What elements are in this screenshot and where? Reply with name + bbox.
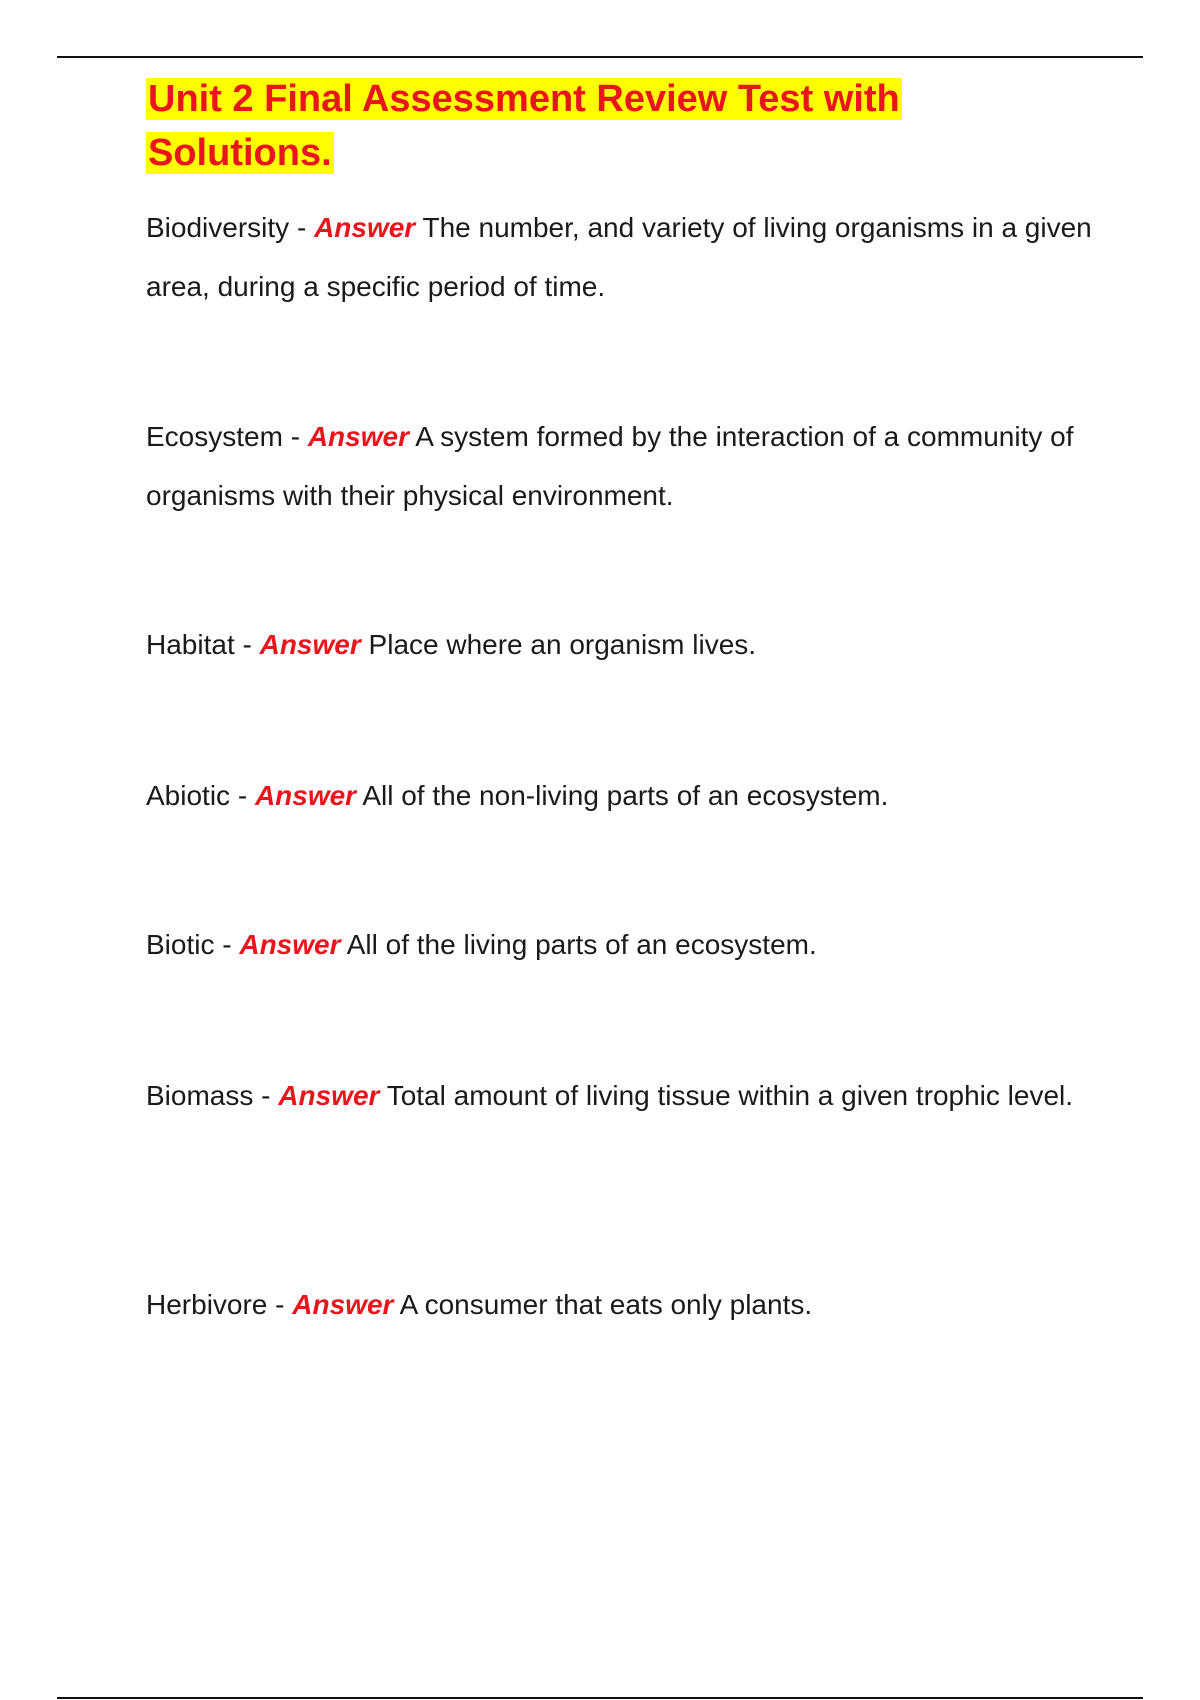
- document-title: [146, 72, 926, 180]
- answer-label: Answer: [278, 1080, 380, 1111]
- answer-label: Answer: [314, 212, 416, 243]
- entry-biotic: Biotic - Answer All of the living parts of an ecosystem.: [146, 929, 817, 960]
- entry-term: Biodiversity: [146, 212, 290, 243]
- answer-label: Answer: [292, 1289, 394, 1320]
- entry-term: Herbivore: [146, 1289, 268, 1320]
- entry-definition: All of the living parts of an ecosystem.: [340, 929, 817, 960]
- entry-definition: All of the non-living parts of an ecosystem.: [356, 780, 889, 811]
- entry-biodiversity: Biodiversity - Answer The number, and variety of living organisms in a given area, during a specific period of time.: [146, 212, 1092, 302]
- entry-term: Abiotic: [146, 780, 231, 811]
- entry-herbivore: Herbivore - Answer A consumer that eats only plants.: [146, 1289, 813, 1320]
- entry-definition: A consumer that eats only plants.: [393, 1289, 813, 1320]
- answer-label: Answer: [259, 629, 361, 660]
- answer-label: Answer: [254, 780, 357, 811]
- entry-term: Habitat: [146, 629, 235, 660]
- bottom-rule: [57, 1697, 1143, 1699]
- document-body: [146, 72, 1106, 1320]
- top-rule: [57, 56, 1143, 58]
- entry-biomass: Biomass - Answer Total amount of living tissue within a given trophic level.: [146, 1080, 1074, 1111]
- entry-ecosystem: Ecosystem - Answer A system formed by the interaction of a community of organisms with their physical environment.: [146, 421, 1074, 511]
- answer-label: Answer: [307, 421, 409, 452]
- entry-definition: Place where an organism lives.: [360, 629, 757, 660]
- entry-definition: Total amount of living tissue within a given trophic level.: [379, 1080, 1074, 1111]
- answer-label: Answer: [239, 929, 341, 960]
- entry-habitat: Habitat - Answer Place where an organism lives.: [146, 629, 757, 660]
- entry-abiotic: Abiotic - Answer All of the non-living parts of an ecosystem.: [146, 780, 889, 811]
- entry-term: Biotic: [146, 929, 215, 960]
- entry-term: Biomass: [146, 1080, 254, 1111]
- entry-term: Ecosystem: [146, 421, 283, 452]
- entry-definition: The number, and variety of living organisms in a given area, during a specific period of time.: [146, 212, 1092, 302]
- entry-definition: A system formed by the interaction of a community of organisms with their physical environment.: [146, 421, 1074, 511]
- title-text: Unit 2 Final Assessment Review Test with Solutions.: [148, 78, 900, 174]
